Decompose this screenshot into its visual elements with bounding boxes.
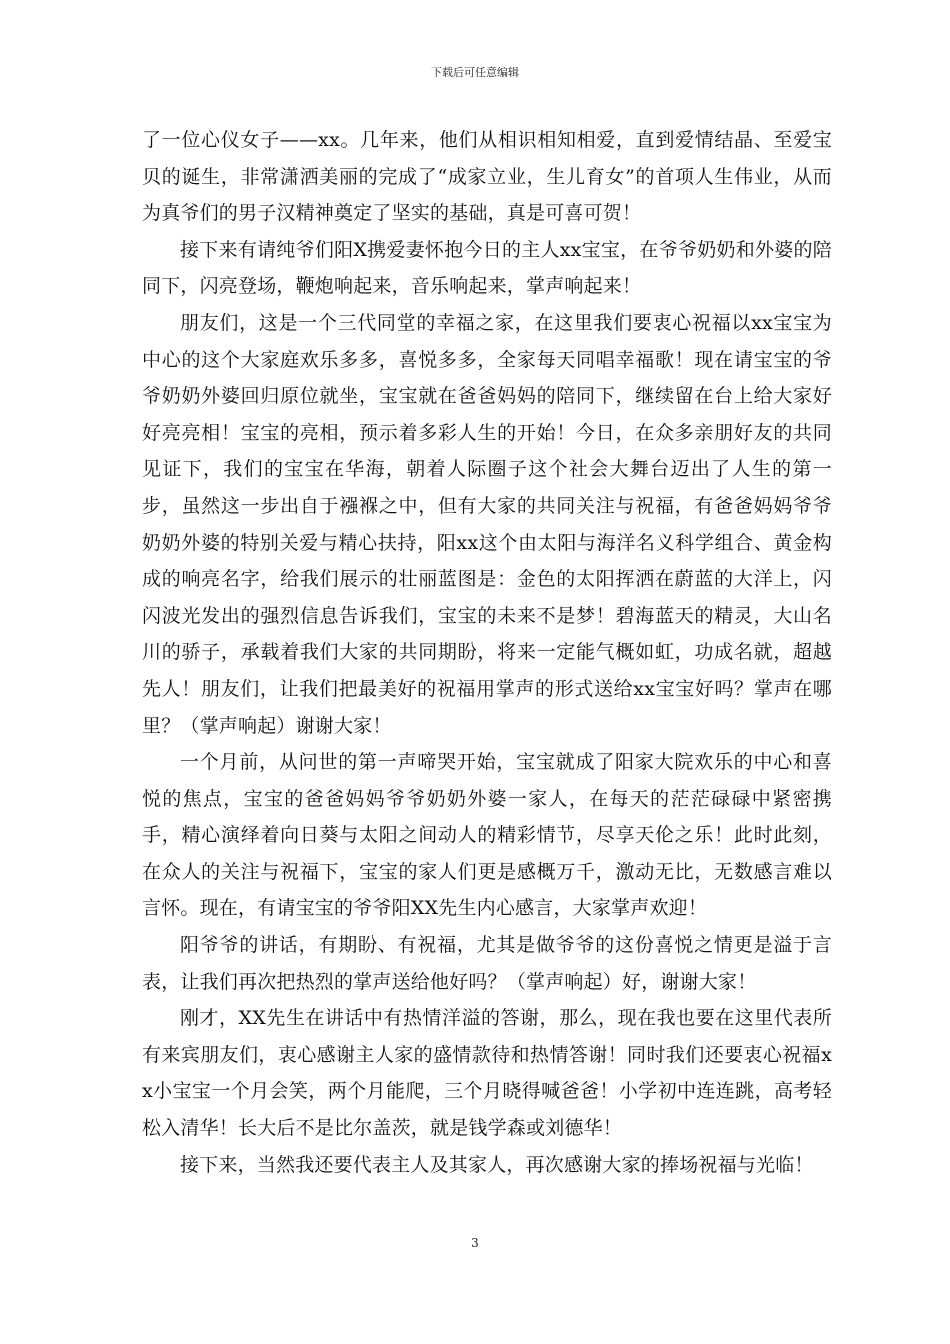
paragraph-1: 了一位心仪女子——xx。几年来，他们从相识相知相爱，直到爱情结晶、至爱宝贝的诞生，非常潇洒美丽的完成了“成家立业，生儿育女”的首项人生伟业，从而为真爷们的男子汉精神奠定了坚实的基础，真是可喜可贺！: [142, 129, 832, 225]
paragraph-6: 刚才，XX先生在讲话中有热情洋溢的答谢，那么，现在我也要在这里代表所有来宾朋友们，衷心感谢主人家的盛情款待和热情答谢！同时我们还要衷心祝福xx小宝宝一个月会笑，两个月能爬，三个月晓得喊爸爸！小学初中连连跳，高考轻松入清华！长大后不是比尔盖茨，就是钱学森或刘德华！: [142, 1007, 832, 1140]
paragraph-4: 一个月前，从问世的第一声啼哭开始，宝宝就成了阳家大院欢乐的中心和喜悦的焦点，宝宝的爸爸妈妈爷爷奶奶外婆一家人，在每天的茫茫碌碌中紧密携手，精心演绎着向日葵与太阳之间动人的精彩情节，尽享天伦之乐！此时此刻，在众人的关注与祝福下，宝宝的家人们更是感概万千，激动无比，无数感言难以言怀。现在，有请宝宝的爷爷阳XX先生内心感言，大家掌声欢迎！: [142, 751, 832, 920]
page-number: 3: [471, 1236, 479, 1250]
page-header: 下载后可任意编辑: [431, 66, 519, 79]
paragraph-2: 接下来有请纯爷们阳X携爱妻怀抱今日的主人xx宝宝，在爷爷奶奶和外婆的陪同下，闪亮登场，鞭炮响起来，音乐响起来，掌声响起来！: [142, 238, 832, 298]
paragraph-7: 接下来，当然我还要代表主人及其家人，再次感谢大家的捧场祝福与光临！: [180, 1153, 814, 1176]
document-body: [142, 122, 832, 1183]
paragraph-3: 朋友们，这是一个三代同堂的幸福之家，在这里我们要衷心祝福以xx宝宝为中心的这个大家庭欢乐多多，喜悦多多，全家每天同唱幸福歌！现在请宝宝的爷爷奶奶外婆回归原位就坐，宝宝就在爸爸妈妈的陪同下，继续留在台上给大家好好亮亮相！宝宝的亮相，预示着多彩人生的开始！今日，在众多亲朋好友的共同见证下，我们的宝宝在华海，朝着人际圈子这个社会大舞台迈出了人生的第一步，虽然这一步出自于襁褓之中，但有大家的共同关注与祝福，有爸爸妈妈爷爷奶奶外婆的特别关爱与精心扶持，阳xx这个由太阳与海洋名义科学组合、黄金构成的响亮名字，给我们展示的壮丽蓝图是：金色的太阳挥洒在蔚蓝的大洋上，闪闪波光发出的强烈信息告诉我们，宝宝的未来不是梦！碧海蓝天的精灵，大山名川的骄子，承载着我们大家的共同期盼，将来一定能气概如虹，功成名就，超越先人！朋友们，让我们把最美好的祝福用掌声的形式送给xx宝宝好吗？掌声在哪里？（掌声响起）谢谢大家！: [142, 311, 832, 737]
paragraph-5: 阳爷爷的讲话，有期盼、有祝福，尤其是做爷爷的这份喜悦之情更是溢于言表，让我们再次把热烈的掌声送给他好吗？（掌声响起）好，谢谢大家！: [142, 934, 832, 993]
